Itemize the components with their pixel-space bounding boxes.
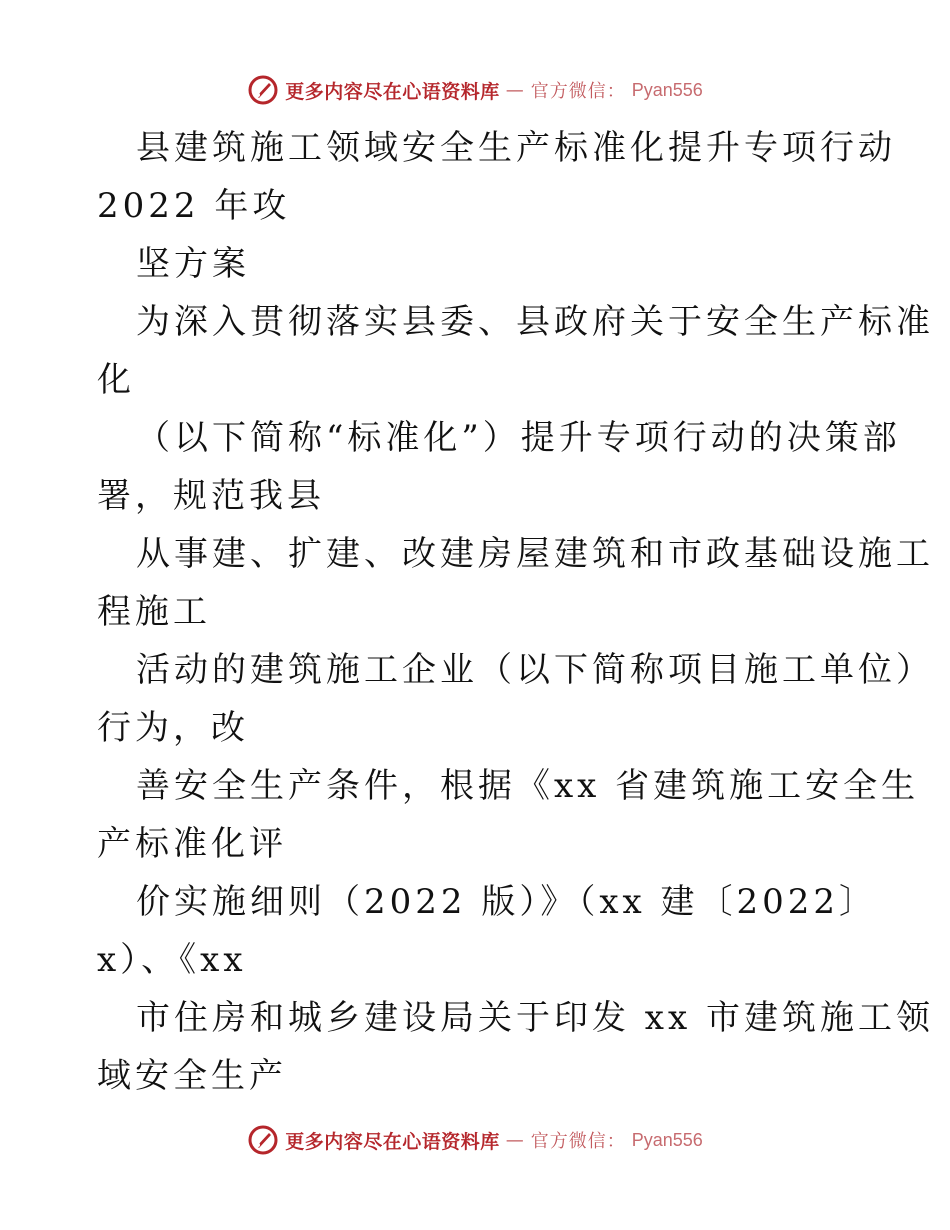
body-text-line: 市住房和城乡建设局关于印发 xx 市建筑施工领 bbox=[136, 998, 934, 1038]
watermark-brand: 更多内容尽在心语资料库 bbox=[285, 1130, 500, 1153]
document-title-line: 县建筑施工领域安全生产标准化提升专项行动 bbox=[136, 128, 896, 168]
body-text-line: 产标准化评 bbox=[97, 824, 287, 864]
watermark-dash: — bbox=[505, 1129, 525, 1151]
body-text-line: 价实施细则（2022 版）》（xx 建〔2022〕 bbox=[136, 882, 878, 922]
body-text-line: 程施工 bbox=[97, 592, 211, 632]
watermark-official: 官方微信： bbox=[530, 1131, 626, 1152]
logo-icon bbox=[247, 1124, 279, 1156]
watermark-account: Pyan556 bbox=[631, 79, 703, 100]
body-text-line: 善安全生产条件，根据《xx 省建筑施工安全生 bbox=[136, 766, 920, 806]
watermark-brand: 更多内容尽在心语资料库 bbox=[285, 80, 500, 103]
document-title-line: 2022 年攻 bbox=[97, 186, 291, 226]
body-text-line: 从事建、扩建、改建房屋建筑和市政基础设施工 bbox=[136, 534, 934, 574]
body-text-line: 行为，改 bbox=[97, 708, 249, 748]
body-text-line: 化 bbox=[97, 360, 135, 400]
body-text-line: 署，规范我县 bbox=[97, 476, 325, 516]
body-text-line: （以下简称“标准化”）提升专项行动的决策部 bbox=[136, 418, 901, 458]
watermark-footer bbox=[0, 1120, 950, 1160]
body-text-line: 活动的建筑施工企业（以下简称项目施工单位） bbox=[136, 650, 934, 690]
body-text-line: 域安全生产 bbox=[97, 1056, 287, 1096]
body-text-line: x）、《xx bbox=[97, 940, 247, 980]
watermark-official: 官方微信： bbox=[530, 81, 626, 102]
logo-icon bbox=[247, 74, 279, 106]
body-text-line: 为深入贯彻落实县委、县政府关于安全生产标准 bbox=[136, 302, 934, 342]
watermark-dash: — bbox=[505, 79, 525, 101]
watermark-header bbox=[0, 70, 950, 110]
document-title-line: 坚方案 bbox=[136, 244, 250, 284]
watermark-account: Pyan556 bbox=[631, 1129, 703, 1150]
